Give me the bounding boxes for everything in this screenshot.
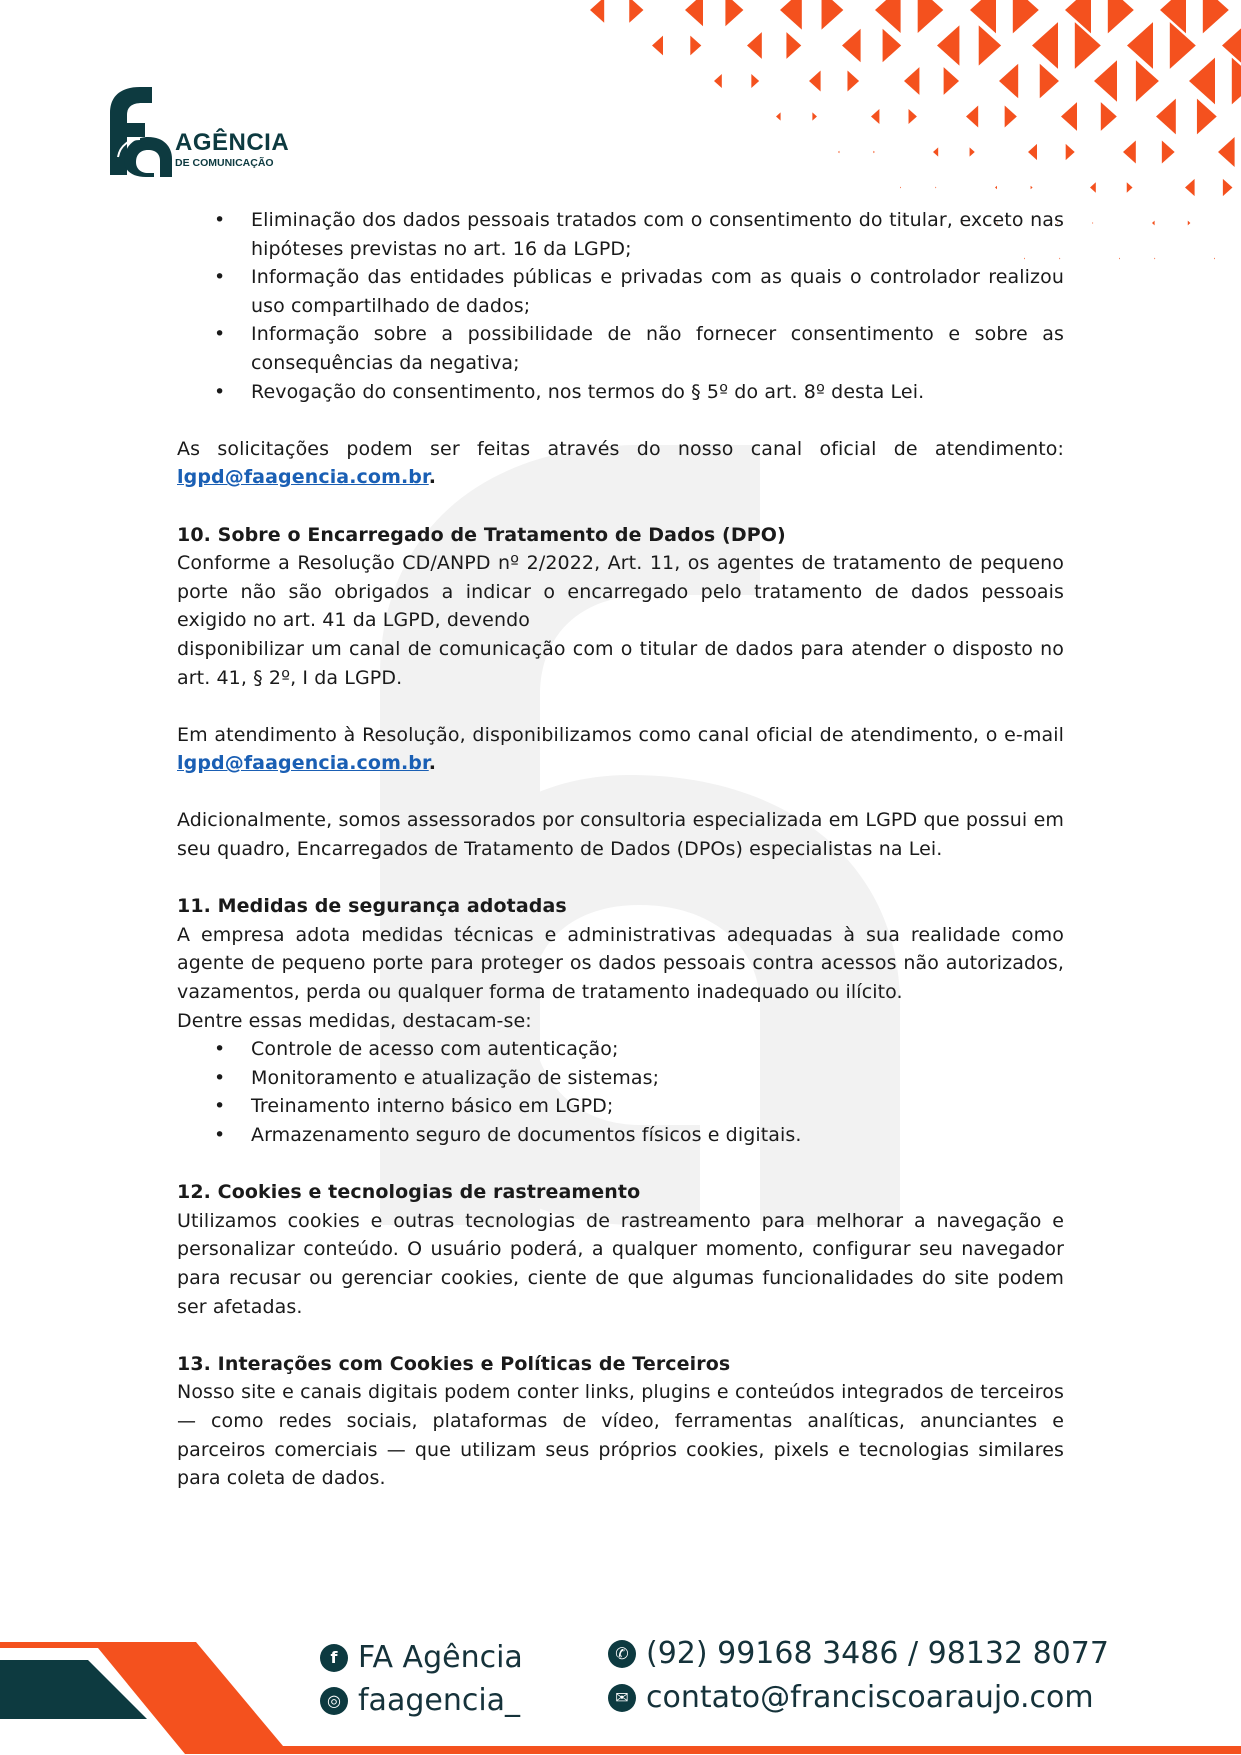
- triangle-left-icon: [1119, 258, 1120, 260]
- triangle-left-icon: [1127, 22, 1153, 69]
- punctuation: .: [428, 752, 437, 775]
- email-label: contato@franciscoaraujo.com: [646, 1680, 1094, 1715]
- triangle-right-icon: [1232, 58, 1241, 105]
- list-item: [177, 1092, 1064, 1121]
- section-11-intro: Dentre essas medidas, destacam-se:: [177, 1009, 532, 1032]
- list-item-text: Informação das entidades públicas e privadas com as quais o controlador realizou uso compartilhado de dados;: [251, 266, 1064, 317]
- triangle-left-icon: [966, 106, 978, 128]
- brand-subtitle: DE COMUNICAÇÃO: [175, 157, 274, 169]
- section-10-paragraph-2: [177, 721, 1064, 778]
- bullet-icon: •: [214, 266, 226, 289]
- triangle-right-icon: [1197, 99, 1217, 135]
- section-10-title: 10. Sobre o Encarregado de Tratamento de Dados (DPO): [177, 523, 786, 546]
- triangle-right-icon: [944, 67, 959, 95]
- whatsapp-icon: ✆: [608, 1640, 636, 1668]
- triangle-left-icon: [999, 64, 1018, 99]
- triangle-left-icon: [970, 0, 996, 33]
- triangle-right-icon: [1092, 222, 1093, 224]
- triangle-left-icon: [900, 187, 901, 189]
- list-item-text: Armazenamento seguro de documentos físicos e digitais.: [251, 1124, 802, 1146]
- triangle-right-icon: [786, 32, 801, 59]
- document-body: [177, 206, 1064, 1493]
- triangle-left-icon: [590, 0, 604, 23]
- triangle-left-icon: [838, 151, 839, 154]
- bullet-icon: •: [214, 1066, 226, 1089]
- section-11-paragraph-1: A empresa adota medidas técnicas e administrativas adequadas à sua realidade como agente de pequeno porte para proteger os dados pessoais contra acessos não autorizados, vazamentos, perda ou qualquer forma de tratamento inadequado ou ilícito.: [177, 923, 1064, 1004]
- triangle-right-icon: [1203, 0, 1229, 33]
- triangle-left-icon: [1152, 221, 1155, 226]
- section-10-paragraph-1a: Conforme a Resolução CD/ANPD nº 2/2022, Art. 11, os agentes de tratamento de pequeno porte não são obrigados a indicar o encarregado pelo tratamento de dados pessoais exigido no art. 41 da LGPD, devendo: [177, 552, 1064, 632]
- triangle-left-icon: [1094, 60, 1117, 101]
- list-item-text: Treinamento interno básico em LGPD;: [251, 1095, 614, 1118]
- triangle-right-icon: [812, 112, 817, 120]
- list-item: [177, 206, 1064, 263]
- requests-text: As solicitações podem ser feitas através do nosso canal oficial de atendimento:: [177, 437, 1064, 460]
- triangle-left-icon: [871, 109, 879, 124]
- bullet-icon: •: [214, 1095, 226, 1118]
- triangle-left-icon: [995, 186, 997, 190]
- triangle-left-icon: [1123, 140, 1136, 163]
- list-item: [177, 1035, 1064, 1064]
- instagram-label: faagencia_: [358, 1683, 521, 1718]
- fa-logo-mark: [100, 85, 175, 180]
- list-item: [177, 263, 1064, 320]
- triangle-left-icon: [780, 0, 802, 30]
- security-measures-list: [177, 1035, 1064, 1149]
- bullet-icon: •: [214, 323, 226, 346]
- triangle-right-icon: [1013, 0, 1039, 33]
- triangle-left-icon: [937, 25, 959, 65]
- list-item: [177, 1121, 1064, 1150]
- triangle-right-icon: [1154, 258, 1155, 260]
- triangle-left-icon: [933, 147, 938, 156]
- triangle-left-icon: [747, 32, 762, 59]
- list-item-text: Revogação do consentimento, nos termos do § 5º do art. 8º desta Lei.: [251, 380, 925, 403]
- section-10-paragraph-3: Adicionalmente, somos assessorados por consultoria especializada em LGPD que possui em seu quadro, Encarregados de Tratamento de Dados (DPOs) especialistas na Lei.: [177, 809, 1064, 861]
- footer-whatsapp[interactable]: [608, 1636, 1109, 1671]
- list-item: [177, 320, 1064, 377]
- footer-instagram[interactable]: [320, 1683, 520, 1718]
- triangle-left-icon: [1061, 102, 1077, 131]
- triangle-right-icon: [909, 109, 917, 124]
- triangle-right-icon: [629, 0, 643, 23]
- list-item: [177, 378, 1064, 407]
- triangle-right-icon: [1101, 102, 1117, 131]
- section-10-paragraph-2-text: Em atendimento à Resolução, disponibilizamos como canal oficial de atendimento, o e-mail: [177, 723, 1064, 746]
- triangle-right-icon: [918, 0, 944, 33]
- triangle-right-icon: [1005, 106, 1017, 128]
- triangle-right-icon: [822, 0, 844, 30]
- triangle-left-icon: [1214, 258, 1215, 260]
- triangle-left-icon: [776, 112, 781, 120]
- list-item-text: Informação sobre a possibilidade de não fornecer consentimento e sobre as consequências da negativa;: [251, 323, 1064, 374]
- instagram-icon: ◎: [320, 1687, 348, 1715]
- triangle-right-icon: [1040, 64, 1059, 99]
- triangle-left-icon: [842, 29, 861, 62]
- list-item-text: Controle de acesso com autenticação;: [251, 1038, 619, 1061]
- dpo-email-link[interactable]: lgpd@faagencia.com.br: [177, 752, 429, 775]
- triangle-right-icon: [883, 29, 902, 62]
- requests-paragraph: [177, 435, 1064, 492]
- triangle-left-icon: [1222, 22, 1241, 69]
- triangle-right-icon: [751, 74, 759, 88]
- company-logo: [100, 85, 300, 180]
- triangle-right-icon: [1066, 144, 1075, 160]
- section-12-title: 12. Cookies e tecnologias de rastreamento: [177, 1181, 641, 1204]
- punctuation: .: [428, 466, 437, 489]
- bullet-icon: •: [214, 380, 226, 403]
- list-item-text: Eliminação dos dados pessoais tratados com o consentimento do titular, exceto nas hipóteses previstas no art. 16 da LGPD;: [251, 209, 1064, 260]
- section-11-title: 11. Medidas de segurança adotadas: [177, 895, 567, 918]
- triangle-left-icon: [685, 0, 703, 26]
- triangle-right-icon: [1188, 221, 1191, 226]
- triangle-right-icon: [1031, 186, 1033, 190]
- footer-facebook[interactable]: [320, 1640, 523, 1675]
- logo-letters: fa: [100, 85, 101, 86]
- triangle-right-icon: [1136, 60, 1159, 101]
- triangle-left-icon: [652, 36, 663, 56]
- triangle-left-icon: [1185, 179, 1195, 196]
- triangle-right-icon: [1223, 179, 1233, 196]
- bullet-icon: •: [214, 1038, 226, 1061]
- facebook-icon: f: [320, 1644, 348, 1672]
- triangle-right-icon: [935, 187, 936, 189]
- triangle-right-icon: [725, 0, 743, 26]
- section-12-paragraph-1: Utilizamos cookies e outras tecnologias de rastreamento para melhorar a navegação e personalizar conteúdo. O usuário poderá, a qualquer momento, configurar seu navegador para recusar ou gerenciar cookies, ciente de que algumas funcionalidades do site podem ser afetadas.: [177, 1209, 1064, 1318]
- triangle-left-icon: [1028, 144, 1037, 160]
- triangle-right-icon: [690, 36, 701, 56]
- brand-name: AGÊNCIA: [175, 129, 290, 156]
- triangle-left-icon: [1189, 58, 1215, 105]
- triangle-right-icon: [1162, 140, 1175, 163]
- triangle-left-icon: [1090, 182, 1096, 192]
- facebook-label: FA Agência: [358, 1640, 523, 1675]
- footer-email[interactable]: [608, 1680, 1094, 1715]
- triangle-left-icon: [1032, 22, 1058, 69]
- bullet-icon: •: [214, 1124, 226, 1146]
- triangle-right-icon: [1108, 0, 1134, 33]
- triangle-right-icon: [970, 147, 975, 156]
- triangle-right-icon: [1127, 182, 1133, 192]
- triangle-right-icon: [979, 25, 1001, 65]
- section-10-paragraph-1b: disponibilizar um canal de comunicação com o titular de dados para atender o disposto no art. 41, § 2º, I da LGPD.: [177, 637, 1064, 689]
- rights-list: [177, 206, 1064, 406]
- section-13-title: 13. Interações com Cookies e Políticas de Terceiros: [177, 1352, 731, 1375]
- phone-label: (92) 99168 3486 / 98132 8077: [646, 1636, 1109, 1671]
- email-icon: ✉: [608, 1684, 636, 1712]
- list-item: [177, 1064, 1064, 1093]
- triangle-left-icon: [714, 74, 722, 88]
- lgpd-email-link[interactable]: lgpd@faagencia.com.br: [177, 466, 429, 489]
- triangle-left-icon: [875, 0, 901, 33]
- triangle-left-icon: [1218, 137, 1235, 167]
- bullet-icon: •: [214, 209, 226, 231]
- section-13-paragraph-1: Nosso site e canais digitais podem conter links, plugins e conteúdos integrados de terceiros — como redes sociais, plataformas de vídeo, ferramentas analíticas, anunciantes e parceiros comerciais — que utilizam seus próprios cookies, pixels e tecnologias similares para coleta de dados.: [177, 1381, 1064, 1490]
- triangle-left-icon: [904, 67, 919, 95]
- triangle-right-icon: [873, 151, 874, 154]
- triangle-left-icon: [1156, 99, 1176, 135]
- triangle-right-icon: [847, 71, 859, 92]
- list-item-text: Monitoramento e atualização de sistemas;: [251, 1066, 660, 1089]
- triangle-left-icon: [809, 71, 821, 92]
